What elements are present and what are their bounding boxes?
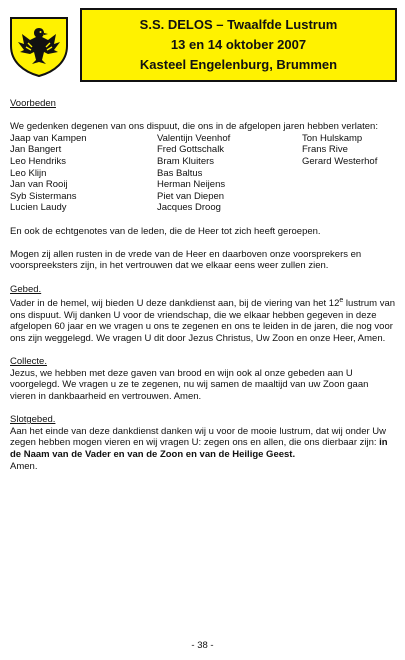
gebed-text-2: lustrum van ons dispuut. Wij danken U voor de vriendschap, die we elkaar hebben gegeven in deze afgelopen 60 jaar en we vragen u ons te zegenen en ons te leiden in de jaren, die nog voor ons zijn weggelegd. We vragen U dit door Jezus Christus, Uw Zoon en onze Heer, Amen. [10,298,396,345]
title-box [80,8,397,82]
name-item [302,202,396,214]
rest-paragraph: Mogen zij allen rusten in de vrede van de Heer en daarboven onze voorsprekers en voorspreeksters zijn, in het vertrouwen dat we elkaar eens weer zullen zien. [10,248,362,272]
names-list [10,133,396,214]
slotgebed-closing: Amen. [10,460,38,472]
name-item: Jaap van Kampen [10,132,87,144]
gebed-superscript: e [339,297,344,305]
gebed-heading: Gebed. [10,283,42,295]
eagle-crest-icon [6,12,72,78]
name-item: Lucien Laudy [10,202,67,214]
header [6,6,397,84]
name-item: Bas Baltus [157,167,203,179]
title-line-3: Kasteel Engelenburg, Brummen [139,57,338,72]
name-item [302,191,396,203]
page-number: - 38 - [191,640,214,651]
slotgebed-heading: Slotgebed. [10,414,56,426]
name-item: Herman Neijens [157,179,226,191]
name-item: Leo Klijn [10,167,47,179]
gebed-text-1: Vader in de hemel, wij bieden U deze dankdienst aan, bij de viering van het 12 [10,298,340,310]
name-item: Ton Hulskamp [302,132,363,144]
voorbeden-heading: Voorbeden [10,98,56,109]
name-item: Frans Rive [302,144,348,156]
slotgebed-text: Aan het einde van deze dankdienst danken wij u voor de mooie lustrum, dat wij onder Uw zegen hebben mogen vieren en wij vragen U: zegen ons en allen, die ons dierbaar zijn: [10,425,386,449]
name-item: Jan Bangert [10,144,62,156]
title-line-2: 13 en 14 oktober 2007 [170,37,307,52]
name-item [302,179,396,191]
voorbeden-intro: We gedenken degenen van ons dispuut, die ons in de afgelopen jaren hebben verlaten: [10,121,378,133]
gebed-paragraph [10,295,396,345]
name-item: Syb Sistermans [10,190,77,202]
slotgebed-paragraph [10,426,396,472]
name-item: Jan van Rooij [10,179,68,191]
name-item: Leo Hendriks [10,155,66,167]
name-item [302,168,396,180]
name-item: Fred Gottschalk [157,144,225,156]
collecte-paragraph: Jezus, we hebben met deze gaven van brood en wijn ook al onze gebeden aan U voorgelegd. We vragen u ze te zegenen, nu wij samen de maaltijd van uw Zoon gaan vieren in dankbaarheid en vertrouwen. Amen. [10,367,369,402]
name-item: Jacques Droog [157,202,221,214]
collecte-heading: Collecte. [10,356,47,368]
name-item: Valentijn Veenhof [157,132,231,144]
name-item: Gerard Westerhof [302,155,378,167]
name-item: Bram Kluiters [157,155,215,167]
title-line-1: S.S. DELOS – Twaalfde Lustrum [139,17,338,32]
name-item: Piet van Diepen [157,190,225,202]
document-body [10,98,396,472]
slotgebed-bold: in de Naam van de Vader en van de Zoon en van de Heilige Geest. [10,437,388,460]
spouses-paragraph: En ook de echtgenotes van de leden, die de Heer tot zich heeft geroepen. [10,225,321,237]
